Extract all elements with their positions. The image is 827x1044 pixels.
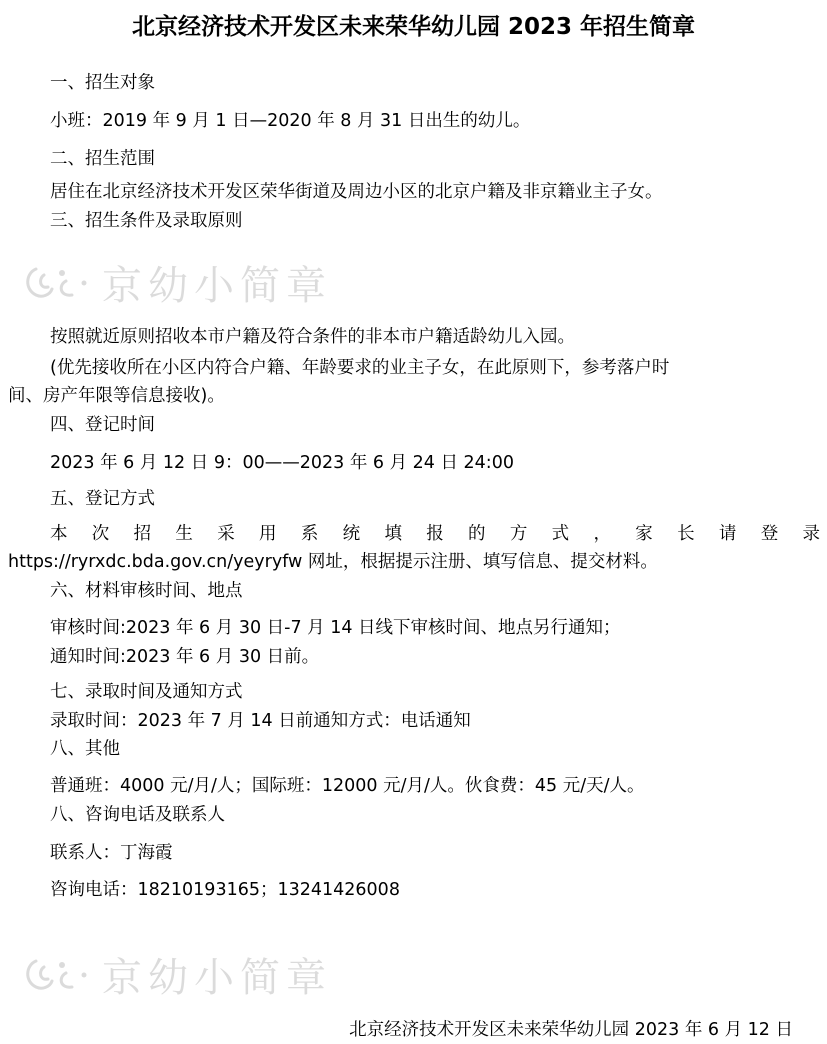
section-5-body-b: https://ryrxdc.bda.gov.cn/yeyryfw 网址，根据提示注册、填写信息、提交材料。 xyxy=(8,552,658,572)
section-6-heading: 六、材料审核时间、地点 xyxy=(50,581,243,601)
section-6-body-2: 通知时间:2023 年 6 月 30 日前。 xyxy=(50,647,320,667)
section-2-heading: 二、招生范围 xyxy=(50,149,155,169)
section-4-heading: 四、登记时间 xyxy=(50,415,155,435)
section-7-body: 录取时间：2023 年 7 月 14 日前通知方式：电话通知 xyxy=(50,711,471,731)
section-1-heading: 一、招生对象 xyxy=(50,73,155,93)
document-title: 北京经济技术开发区未来荣华幼儿园 2023 年招生简章 xyxy=(131,14,696,40)
watermark-text: 京幼小简章 xyxy=(102,262,332,309)
section-8-body: 普通班：4000 元/月/人；国际班：12000 元/月/人。伙食费：45 元/天/人。 xyxy=(50,776,645,796)
watermark-text: 京幼小简章 xyxy=(102,954,332,1001)
watermark-logo-icon xyxy=(22,951,92,997)
contact-person: 联系人：丁海霞 xyxy=(50,843,173,863)
section-4-body: 2023 年 6 月 12 日 9：00——2023 年 6 月 24 日 24:00 xyxy=(50,453,514,473)
section-8-heading: 八、其他 xyxy=(50,739,120,759)
section-5-body-a: 本次招生采用系统填报的方式，家长请登录 xyxy=(50,524,820,544)
watermark-logo-icon xyxy=(22,259,92,305)
watermark-top xyxy=(22,252,332,312)
section-1-body: 小班：2019 年 9 月 1 日—2020 年 8 月 31 日出生的幼儿。 xyxy=(50,111,531,131)
section-6-body-1: 审核时间:2023 年 6 月 30 日-7 月 14 日线下审核时间、地点另行通知； xyxy=(50,618,621,638)
section-5-heading: 五、登记方式 xyxy=(50,489,155,509)
watermark-bottom xyxy=(22,944,332,1004)
section-7-heading: 七、录取时间及通知方式 xyxy=(50,682,243,702)
section-3-heading: 三、招生条件及录取原则 xyxy=(50,211,243,231)
document-footer-signature: 北京经济技术开发区未来荣华幼儿园 2023 年 6 月 12 日 xyxy=(349,1020,793,1040)
contact-phone: 咨询电话：18210193165；13241426008 xyxy=(50,880,400,900)
section-3-body-2a: (优先接收所在小区内符合户籍、年龄要求的业主子女，在此原则下，参考落户时 xyxy=(50,358,670,378)
section-3-body-1: 按照就近原则招收本市户籍及符合条件的非本市户籍适龄幼儿入园。 xyxy=(50,327,575,347)
section-3-body-2b: 间、房产年限等信息接收)。 xyxy=(8,386,225,406)
section-9-heading: 八、咨询电话及联系人 xyxy=(50,805,225,825)
section-2-body: 居住在北京经济技术开发区荣华街道及周边小区的北京户籍及非京籍业主子女。 xyxy=(50,182,663,202)
